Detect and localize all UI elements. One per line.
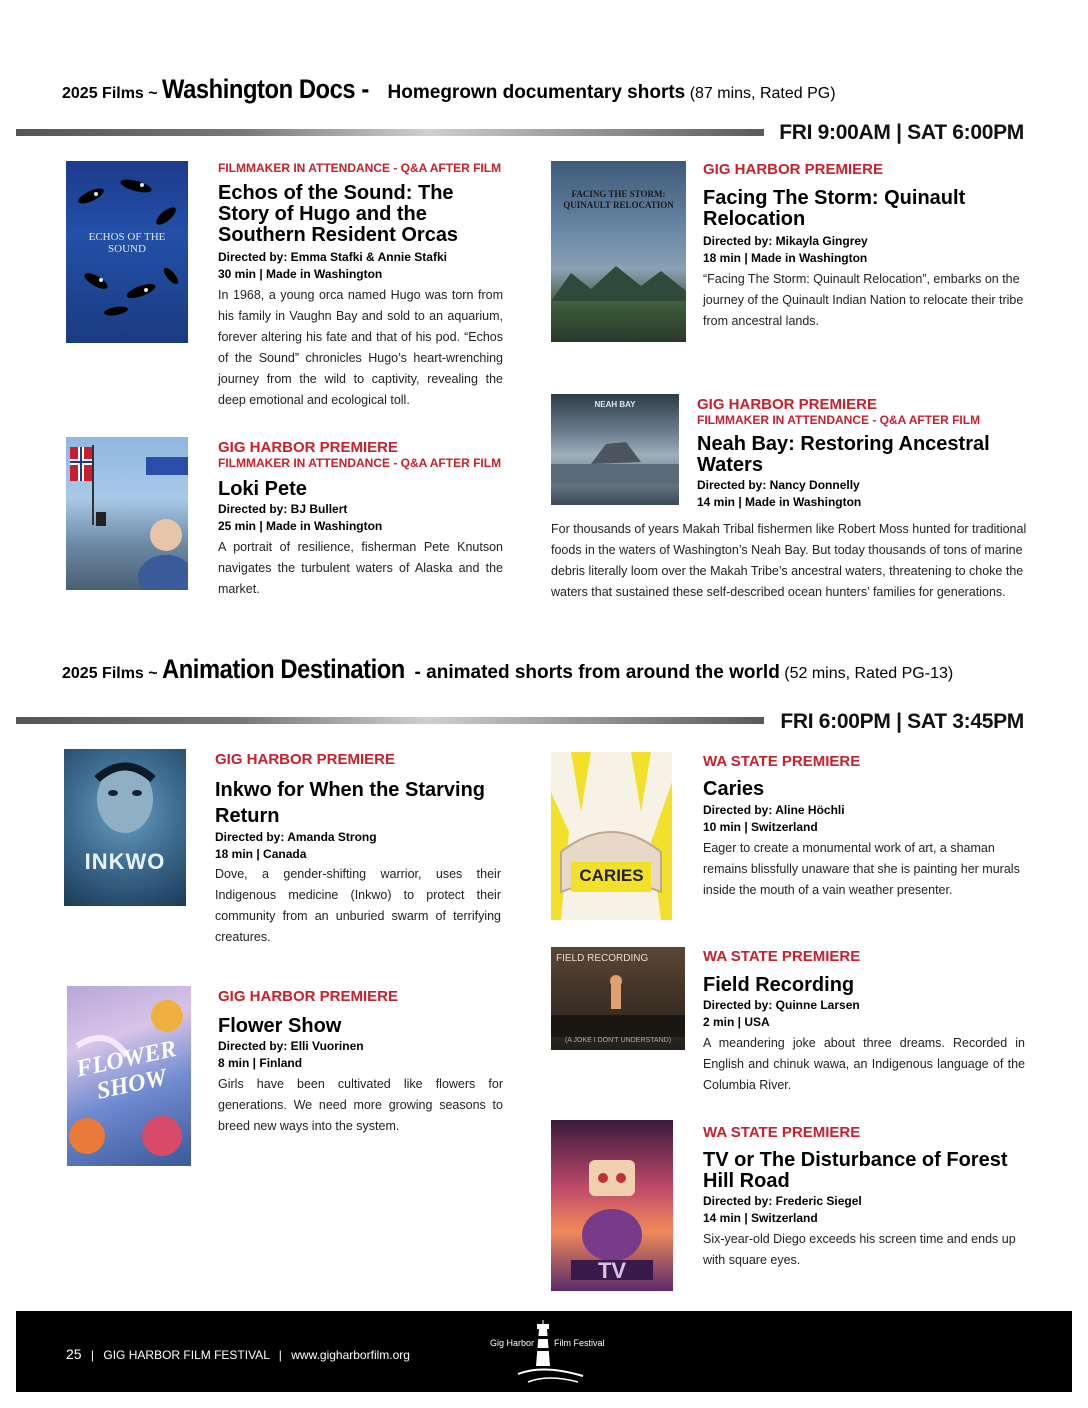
film-description: A meandering joke about three dreams. Recorded in English and chinuk wawa, an Indigenous language of the Columbia River. bbox=[703, 1036, 1025, 1092]
section-title-animation-destination bbox=[62, 654, 953, 685]
film-tag: GIG HARBOR PREMIERE bbox=[218, 439, 399, 456]
film-loki-pete bbox=[218, 439, 503, 600]
teeth-mural-icon bbox=[551, 752, 672, 920]
film-title: Neah Bay: Restoring Ancestral Waters bbox=[697, 433, 990, 476]
logo-text-right: Film Festival bbox=[554, 1338, 605, 1348]
poster-title-text: FACING THE STORM: QUINAULT RELOCATION bbox=[563, 189, 674, 210]
section-divider-bar bbox=[16, 129, 764, 136]
film-description: In 1968, a young orca named Hugo was torn from his family in Vaughn Bay and sold to an aquarium, forever altering his fate and that of his pod. “Echos of the Sound” chronicles Hugo’s heart-wrenching journey from the wild to captivity, revealing the deep emotional and ecological toll. bbox=[218, 288, 503, 407]
lighthouse-icon bbox=[488, 1316, 598, 1386]
film-description: Six-year-old Diego exceeds his screen time and ends up with square eyes. bbox=[703, 1232, 1016, 1267]
film-title: TV or The Disturbance of Forest Hill Road bbox=[703, 1149, 1008, 1192]
film-tag: GIG HARBOR PREMIERE bbox=[703, 161, 884, 178]
poster-subtitle-text: (A JOKE I DON'T UNDERSTAND) bbox=[564, 1037, 672, 1044]
film-tag: GIG HARBOR PREMIERE bbox=[215, 751, 396, 768]
face-portrait-icon bbox=[64, 749, 186, 906]
film-flower-show bbox=[218, 988, 503, 1137]
film-neah-bay-header bbox=[697, 396, 1027, 511]
section-showtimes: FRI 6:00PM | SAT 3:45PM bbox=[780, 710, 1024, 733]
film-director: Directed by: BJ Bullert bbox=[218, 502, 348, 516]
film-title: Caries bbox=[703, 778, 765, 800]
poster-tv bbox=[551, 1120, 673, 1291]
poster-title-text: CARIES bbox=[579, 866, 644, 885]
film-duration: 8 min | Finland bbox=[218, 1056, 303, 1070]
film-description: “Facing The Storm: Quinault Relocation”, embarks on the journey of the Quinault Indian Nation to relocate their tribe from ancestral lands. bbox=[703, 272, 1024, 328]
footer-festival-name: GIG HARBOR FILM FESTIVAL bbox=[103, 1348, 270, 1362]
figure-on-field-icon bbox=[551, 967, 685, 1037]
poster-facing-the-storm bbox=[551, 161, 686, 342]
film-description: Eager to create a monumental work of art, a shaman remains blissfully unaware that she is painting her murals inside the mouth of a vain weather presenter. bbox=[703, 841, 1020, 897]
section-year-label: 2025 Films ~ bbox=[62, 665, 158, 682]
film-title: Loki Pete bbox=[218, 478, 307, 500]
section-subtitle: Homegrown documentary shorts bbox=[387, 82, 686, 103]
section-subtitle: - animated shorts from around the world bbox=[414, 662, 780, 683]
film-duration: 2 min | USA bbox=[703, 1015, 770, 1029]
film-duration: 30 min | Made in Washington bbox=[218, 267, 383, 281]
poster-title-text: INKWO bbox=[84, 849, 166, 874]
poster-inkwo bbox=[64, 749, 186, 906]
poster-flower-show bbox=[67, 986, 191, 1166]
film-inkwo bbox=[215, 751, 501, 948]
poster-title-text: FLOWER SHOW bbox=[74, 1036, 179, 1105]
poster-echos-of-the-sound bbox=[66, 161, 188, 343]
footer-website-link[interactable]: www.gigharborfilm.org bbox=[291, 1348, 410, 1362]
section-showtimes: FRI 9:00AM | SAT 6:00PM bbox=[779, 121, 1024, 144]
poster-title-text: NEAH BAY bbox=[594, 400, 636, 409]
flag-and-fisherman-icon bbox=[66, 437, 188, 590]
poster-caries bbox=[551, 752, 672, 920]
film-tag-secondary: FILMMAKER IN ATTENDANCE - Q&A AFTER FILM bbox=[218, 456, 502, 470]
section-year-label: 2025 Films ~ bbox=[62, 85, 158, 102]
section-meta: (52 mins, Rated PG-13) bbox=[784, 665, 954, 682]
film-duration: 25 min | Made in Washington bbox=[218, 519, 383, 533]
film-duration: 18 min | Made in Washington bbox=[703, 251, 868, 265]
film-director: Directed by: Aline Höchli bbox=[703, 803, 845, 817]
film-tag: WA STATE PREMIERE bbox=[703, 753, 861, 770]
poster-field-recording bbox=[551, 947, 685, 1050]
film-caries bbox=[703, 753, 1025, 901]
film-field-recording bbox=[703, 948, 1025, 1096]
film-echos-of-the-sound bbox=[218, 161, 503, 411]
poster-neah-bay bbox=[551, 394, 679, 505]
film-duration: 18 min | Canada bbox=[215, 847, 307, 861]
poster-loki-pete bbox=[66, 437, 188, 590]
film-duration: 14 min | Made in Washington bbox=[697, 495, 862, 509]
film-description: A portrait of resilience, fisherman Pete Knutson navigates the turbulent waters of Alaska and the market. bbox=[218, 540, 503, 596]
section-divider-bar bbox=[16, 717, 764, 724]
film-duration: 10 min | Switzerland bbox=[703, 820, 818, 834]
film-tag: GIG HARBOR PREMIERE bbox=[218, 988, 399, 1005]
film-duration: 14 min | Switzerland bbox=[703, 1211, 818, 1225]
section-meta: (87 mins, Rated PG) bbox=[689, 85, 836, 102]
film-facing-the-storm bbox=[703, 161, 1025, 332]
logo-text-left: Gig Harbor bbox=[490, 1338, 535, 1348]
film-tag: WA STATE PREMIERE bbox=[703, 948, 861, 965]
film-neah-bay-description: For thousands of years Makah Tribal fishermen like Robert Moss hunted for traditional foods in the waters of Washington’s Neah Bay. But today thousands of tons of marine debris literally loom over the Makah Tribe’s ancestral waters, threatening to choke the waters that sustained these self-described ocean hunters’ families for generations. bbox=[551, 522, 1027, 599]
film-director: Directed by: Quinne Larsen bbox=[703, 998, 860, 1012]
festival-logo bbox=[488, 1316, 605, 1386]
section-title: Animation Destination bbox=[162, 654, 405, 684]
film-director: Directed by: Frederic Siegel bbox=[703, 1194, 862, 1208]
film-tv bbox=[703, 1124, 1025, 1271]
film-director: Directed by: Nancy Donnelly bbox=[697, 478, 860, 492]
film-director: Directed by: Amanda Strong bbox=[215, 830, 377, 844]
film-title: Echos of the Sound: The Story of Hugo and the Southern Resident Orcas bbox=[218, 182, 459, 246]
film-tag-secondary: FILMMAKER IN ATTENDANCE - Q&A AFTER FILM bbox=[697, 413, 981, 427]
page-number: 25 bbox=[66, 1346, 82, 1362]
film-description: Girls have been cultivated like flowers for generations. We need more growing seasons to breed new ways into the system. bbox=[218, 1077, 503, 1133]
film-director: Directed by: Mikayla Gingrey bbox=[703, 234, 868, 248]
film-title: Flower Show bbox=[218, 1015, 342, 1037]
film-tag: GIG HARBOR PREMIERE bbox=[697, 396, 878, 413]
film-title: Field Recording bbox=[703, 974, 855, 996]
section-title-washington-docs bbox=[62, 74, 836, 105]
film-tag: FILMMAKER IN ATTENDANCE - Q&A AFTER FILM bbox=[218, 161, 502, 175]
film-description: Dove, a gender-shifting warrior, uses their Indigenous medicine (Inkwo) to protect their community from an unburied swarm of terrifying creatures. bbox=[215, 867, 501, 944]
mountains-icon bbox=[551, 261, 686, 301]
poster-title-text: ECHOS OF THE SOUND bbox=[88, 231, 166, 255]
film-director: Directed by: Elli Vuorinen bbox=[218, 1039, 364, 1053]
film-director: Directed by: Emma Stafki & Annie Stafki bbox=[218, 250, 447, 264]
poster-title-text: FIELD RECORDING bbox=[556, 953, 649, 964]
film-tag: WA STATE PREMIERE bbox=[703, 1124, 861, 1141]
film-title: Inkwo for When the Starving Return bbox=[215, 779, 486, 827]
section-title: Washington Docs - bbox=[162, 74, 369, 104]
film-title: Facing The Storm: Quinault Relocation bbox=[703, 187, 966, 230]
debris-island-icon bbox=[551, 424, 679, 484]
footer-text: 25 | GIG HARBOR FILM FESTIVAL | www.gigharborfilm.org bbox=[66, 1346, 410, 1362]
poster-title-text: TV bbox=[597, 1258, 627, 1283]
